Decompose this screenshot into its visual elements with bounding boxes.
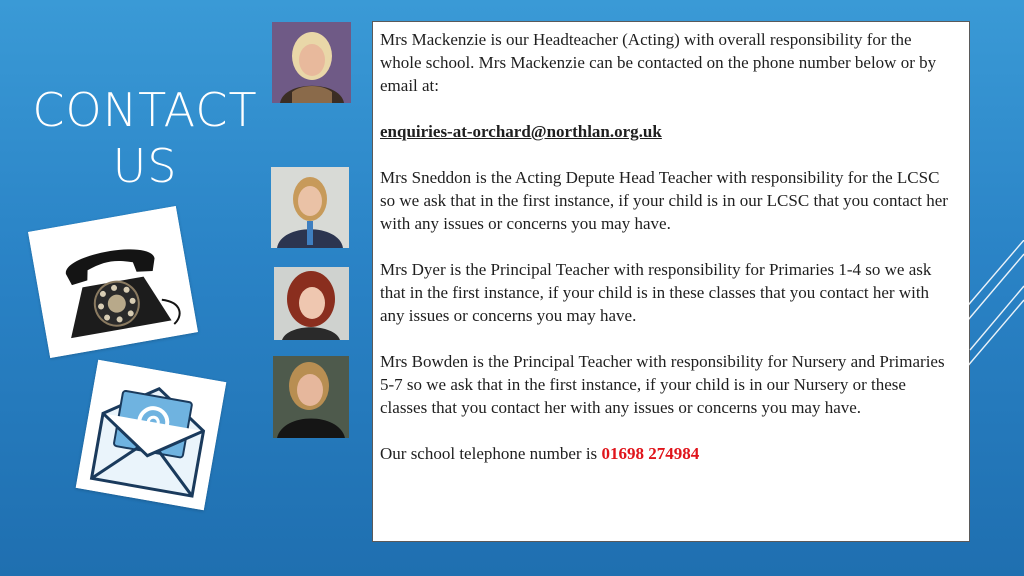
- telephone-label: Our school telephone number is: [380, 444, 598, 463]
- slide-title: [20, 82, 270, 194]
- principal-teacher-nursery-p5-7-photo: [273, 356, 349, 438]
- headteacher-photo: [272, 22, 351, 103]
- title-line-1: CONTACT: [32, 83, 258, 137]
- principal-teacher-p1-4-paragraph: Mrs Dyer is the Principal Teacher with responsibility for Primaries 1-4 so we ask that in the first instance, if your child is in these classes that you contact her with any issues or concerns you may have.: [380, 260, 932, 325]
- title-line-2: US: [112, 139, 178, 193]
- telephone-number: 01698 274984: [601, 444, 700, 463]
- depute-head-paragraph: Mrs Sneddon is the Acting Depute Head Teacher with responsibility for the LCSC so we ask that in the first instance, if your child is in our LCSC that you contact her with any issues or concerns you may have.: [380, 168, 948, 233]
- telephone-paragraph: [380, 442, 957, 465]
- email-link[interactable]: enquiries-at-orchard@northlan.org.uk: [380, 122, 662, 141]
- decorative-lines: [964, 240, 1024, 370]
- depute-head-photo: [271, 167, 349, 248]
- principal-teacher-nursery-paragraph: Mrs Bowden is the Principal Teacher with responsibility for Nursery and Primaries 5-7 so we ask that in the first instance, if your child is in our Nursery or these classes that you contact her with any issues or concerns you may have.: [380, 352, 945, 417]
- email-envelope-icon: [76, 360, 227, 511]
- contact-details-panel: [372, 21, 970, 542]
- rotary-telephone-icon: [28, 206, 198, 358]
- headteacher-paragraph: Mrs Mackenzie is our Headteacher (Acting) with overall responsibility for the whole school. Mrs Mackenzie can be contacted on the phone number below or by email at:: [380, 30, 937, 95]
- principal-teacher-p1-4-photo: [274, 267, 349, 340]
